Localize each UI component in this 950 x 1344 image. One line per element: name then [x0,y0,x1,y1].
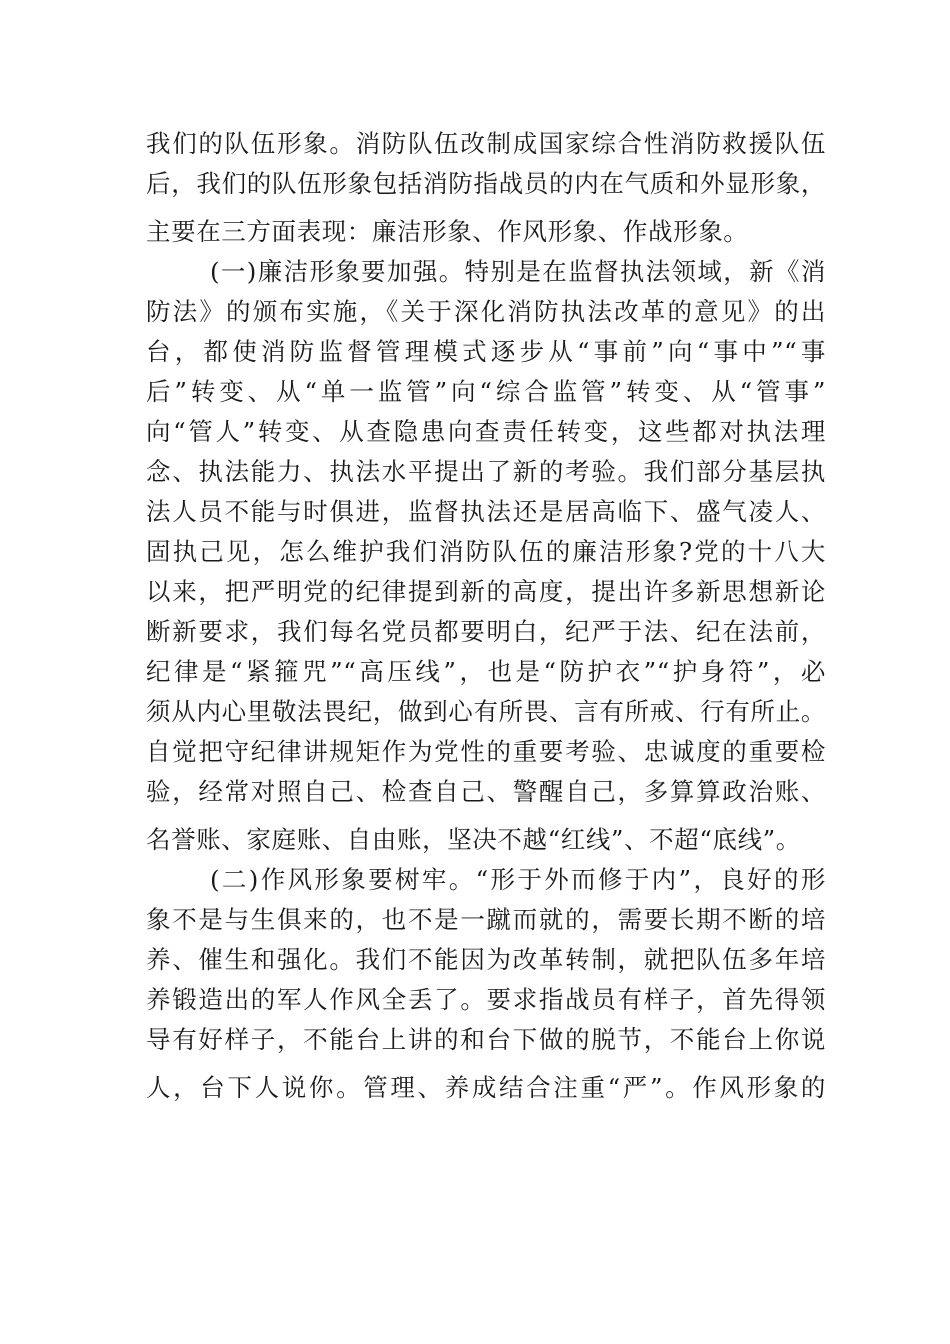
text-line: 台，都使消防监督管理模式逐步从“事前”向“事中”“事 [146,337,826,366]
text-line: 防法》的颁布实施，《关于深化消防执法改革的意见》的出 [146,297,826,326]
text-line: 验，经常对照自己、检查自己、警醒自己，多算算政治账、 [146,777,826,806]
text-line: 导有好样子，不能台上讲的和台下做的脱节，不能台上你说 [146,1025,826,1054]
paragraph-2-first-line: (二)作风形象要树牢。“形于外而修于内”，良好的形 [210,865,826,894]
text-line: 人，台下人说你。管理、养成结合注重“严”。作风形象的 [146,1073,826,1102]
text-line: 自觉把守纪律讲规矩作为党性的重要考验、忠诚度的重要检 [146,737,826,766]
text-line: 象不是与生俱来的，也不是一蹴而就的，需要长期不断的培 [146,905,826,934]
text-line: 后”转变、从“单一监管”向“综合监管”转变、从“管事” [146,377,826,406]
text-line: 固执己见，怎么维护我们消防队伍的廉洁形象?党的十八大 [146,537,826,566]
text-line: 断新要求，我们每名党员都要明白，纪严于法、纪在法前， [146,617,826,646]
text-line: 纪律是“紧箍咒”“高压线”，也是“防护衣”“护身符”，必 [146,657,826,686]
paragraph-1-first-line: (一)廉洁形象要加强。特别是在监督执法领域，新《消 [210,257,826,286]
text-line: 名誉账、家庭账、自由账，坚决不越“红线”、不超“底线”。 [146,825,801,854]
text-line: 主要在三方面表现：廉洁形象、作风形象、作战形象。 [146,217,749,246]
text-line: 向“管人”转变、从查隐患向查责任转变，这些都对执法理 [146,417,826,446]
text-line: 后，我们的队伍形象包括消防指战员的内在气质和外显形象， [146,169,826,198]
text-line: 养、催生和强化。我们不能因为改革转制，就把队伍多年培 [146,945,826,974]
text-line: 我们的队伍形象。消防队伍改制成国家综合性消防救援队伍 [146,129,826,158]
text-line: 法人员不能与时俱进，监督执法还是居高临下、盛气凌人、 [146,497,826,526]
text-line: 须从内心里敬法畏纪，做到心有所畏、言有所戒、行有所止。 [146,697,826,726]
text-line: 念、执法能力、执法水平提出了新的考验。我们部分基层执 [146,457,826,486]
text-line: 养锻造出的军人作风全丢了。要求指战员有样子，首先得领 [146,985,826,1014]
body-text [146,124,826,1108]
text-line: 以来，把严明党的纪律提到新的高度，提出许多新思想新论 [146,577,826,606]
